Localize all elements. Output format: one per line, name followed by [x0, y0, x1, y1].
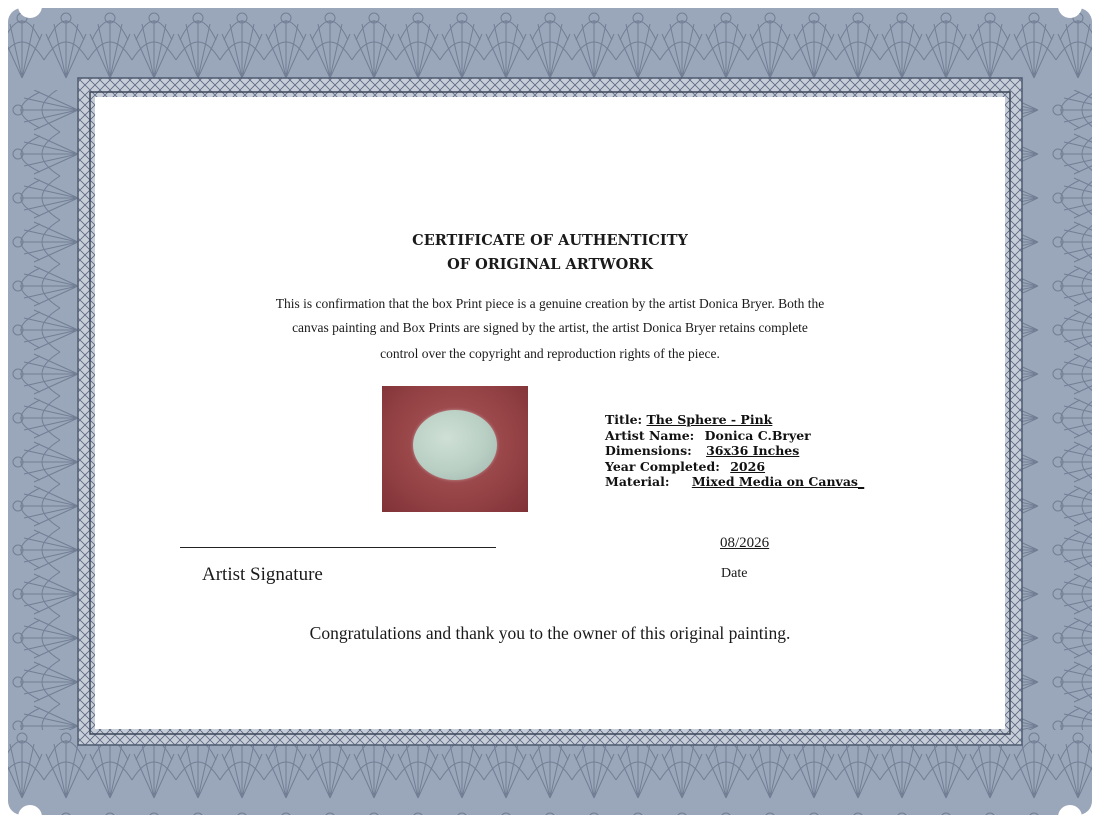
signature-line	[180, 547, 496, 548]
detail-dimensions-label: Dimensions:	[605, 443, 692, 458]
detail-material-label: Material:	[605, 474, 670, 489]
detail-year-row	[605, 459, 864, 475]
detail-artist-row	[605, 428, 864, 444]
intro-line1: This is confirmation that the box Print piece is a genuine creation by the artist Donica Bryer. Both the	[275, 296, 825, 311]
detail-artist-value: Donica C.Bryer	[704, 427, 811, 443]
detail-title-label: Title:	[605, 412, 643, 427]
detail-artist-label: Artist Name:	[605, 427, 695, 443]
detail-material-value: Mixed Media on Canvas_	[691, 474, 865, 489]
detail-title-row	[605, 412, 864, 428]
detail-year-value: 2026	[730, 458, 766, 474]
intro-line2: canvas painting and Box Prints are signed by the artist, the artist Donica Bryer retains complete	[292, 320, 808, 335]
certificate-title-line2: OF ORIGINAL ARTWORK	[447, 256, 653, 273]
certificate-title-line1: CERTIFICATE OF AUTHENTICITY	[412, 232, 688, 249]
detail-dimensions-row	[605, 443, 864, 459]
artwork-details	[605, 412, 864, 490]
date-label: Date	[721, 566, 748, 581]
detail-dimensions-value: 36x36 Inches	[706, 443, 800, 458]
artwork-thumbnail	[382, 386, 528, 512]
artwork-sphere	[413, 410, 497, 480]
intro-line3: control over the copyright and reproduction rights of the piece.	[380, 346, 720, 361]
detail-title-value: The Sphere - Pink	[646, 412, 773, 427]
detail-year-label: Year Completed:	[605, 458, 720, 474]
detail-material-row	[605, 474, 864, 490]
date-value: 08/2026	[720, 535, 770, 551]
closing-message: Congratulations and thank you to the owner of this original painting.	[309, 623, 791, 643]
artist-signature-label: Artist Signature	[202, 564, 323, 585]
